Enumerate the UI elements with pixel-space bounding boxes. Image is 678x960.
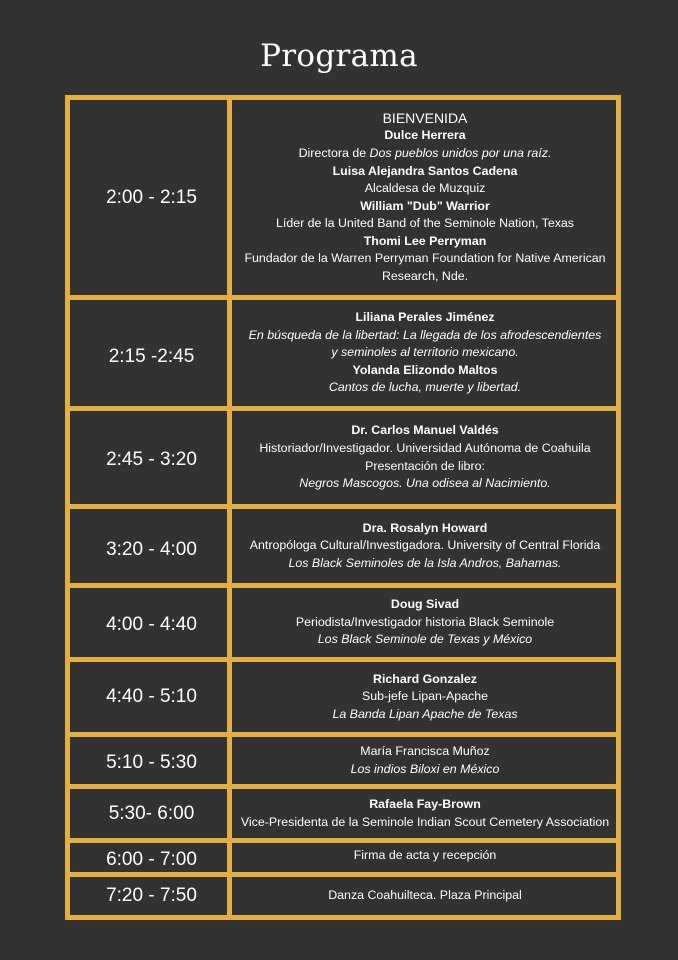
session-details — [234, 411, 616, 504]
session-title: En búsqueda de la libertad: La llegada de los afrodescendientes — [248, 327, 602, 342]
session-details — [234, 789, 616, 838]
session-text: Danza Coahuilteca. Plaza Principal — [328, 888, 522, 903]
session-text: Research, Nde. — [381, 269, 469, 284]
session-text: Periodista/Investigador historia Black Seminole — [295, 614, 555, 629]
table-border — [65, 915, 621, 920]
session-text: Antropóloga Cultural/Investigadora. University of Central Florida — [249, 538, 601, 553]
session-text: Historiador/Investigador. Universidad Autónoma de Coahuila — [259, 440, 591, 455]
session-details — [234, 843, 616, 872]
session-line — [299, 145, 552, 163]
session-text: Presentación de libro: — [365, 458, 485, 473]
speaker-name: Doug Sivad — [390, 597, 460, 612]
session-title: Cantos de lucha, muerte y libertad. — [328, 380, 522, 395]
speaker-name: Yolanda Elizondo Maltos — [352, 362, 498, 377]
speaker-name: Richard Gonzalez — [373, 671, 477, 686]
speaker-name: William "Dub" Warrior — [360, 198, 490, 213]
session-title: Los Black Seminoles de la Isla Andros, Bahamas. — [288, 555, 562, 570]
session-details — [234, 588, 616, 657]
session-details — [234, 737, 616, 784]
time-slot: 2:45 - 3:20 — [106, 448, 197, 470]
session-text: Vice-Presidenta de la Seminole Indian Scout Cemetery Association — [240, 814, 610, 829]
time-slot: 7:20 - 7:50 — [106, 885, 197, 906]
speaker-name: Dra. Rosalyn Howard — [362, 520, 488, 535]
session-title: La Banda Lipan Apache de Texas — [332, 706, 518, 721]
session-heading: BIENVENIDA — [382, 110, 468, 127]
table-border — [616, 95, 621, 920]
speaker-name: Rafaela Fay-Brown — [369, 796, 481, 811]
session-title: Los Black Seminole de Texas y México — [317, 632, 533, 647]
session-details — [234, 877, 616, 915]
session-text: Sub-jefe Lipan-Apache — [361, 689, 489, 704]
session-text: Directora de — [298, 145, 370, 160]
session-text: Firma de acta y recepción — [353, 848, 497, 862]
time-slot: 3:20 - 4:00 — [106, 539, 197, 560]
session-title: Dos pueblos unidos por una raíz. — [369, 145, 552, 160]
speaker-name: Luisa Alejandra Santos Cadena — [332, 163, 518, 178]
session-details — [234, 662, 616, 732]
time-slot: 4:00 - 4:40 — [106, 613, 197, 635]
session-text: Líder de la United Band of the Seminole Nation, Texas — [275, 216, 575, 231]
speaker-name: Thomi Lee Perryman — [363, 233, 487, 248]
page-title: Programa — [260, 38, 418, 74]
time-slot: 5:10 - 5:30 — [106, 751, 197, 773]
session-details — [234, 300, 616, 406]
session-details — [234, 100, 616, 295]
speaker-name: Liliana Perales Jiménez — [355, 310, 495, 325]
session-text: Alcaldesa de Muzquiz — [364, 181, 486, 196]
speaker-name: Dr. Carlos Manuel Valdés — [351, 423, 499, 438]
time-slot: 6:00 - 7:00 — [106, 848, 197, 870]
session-details — [234, 509, 616, 583]
time-slot: 2:00 - 2:15 — [106, 186, 197, 208]
time-slot: 4:40 - 5:10 — [106, 686, 197, 707]
speaker-name: Dulce Herrera — [384, 128, 466, 143]
time-slot: 2:15 -2:45 — [108, 346, 195, 367]
session-title: Los indios Biloxi en México — [350, 761, 500, 776]
session-text: María Francisca Muñoz — [360, 743, 490, 758]
time-slot: 5:30- 6:00 — [108, 802, 195, 824]
session-text: Fundador de la Warren Perryman Foundation for Native American — [244, 251, 606, 266]
session-title: y seminoles al territorio mexicano. — [331, 345, 519, 360]
session-title: Negros Mascogos. Una odisea al Nacimiento. — [299, 476, 551, 491]
